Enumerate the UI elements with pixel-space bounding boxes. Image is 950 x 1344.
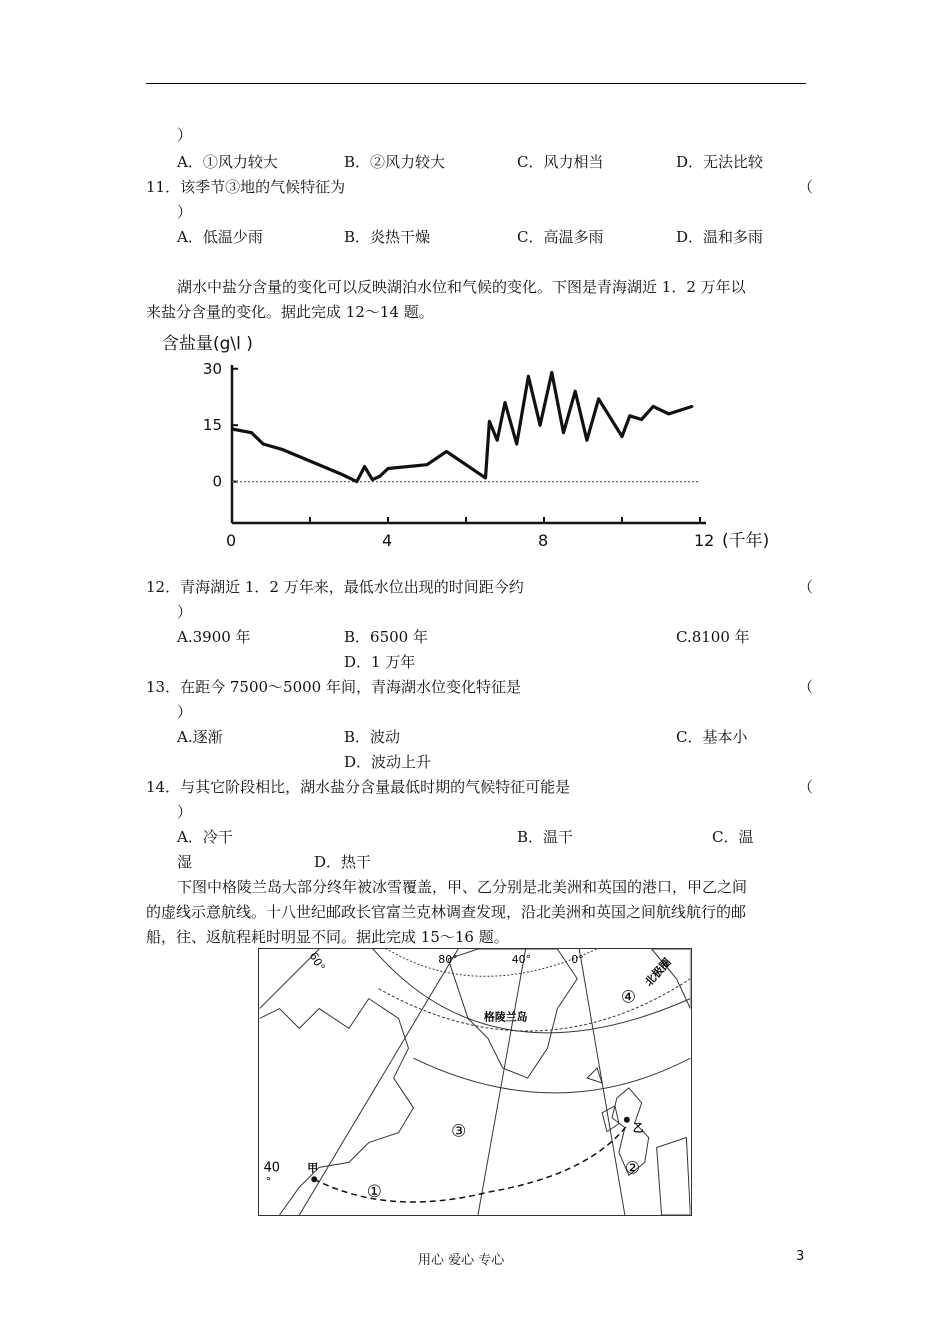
q12-option-d: D．1 万年: [344, 653, 416, 671]
chart-data-point: [609, 416, 611, 418]
q13-option-d: D．波动上升: [344, 753, 432, 771]
chart-data-point: [652, 405, 654, 407]
q13-paren-close: ）: [177, 703, 193, 721]
q14-option-a: A．冷干: [177, 828, 233, 846]
chart-data-point: [282, 448, 284, 450]
chart-data-point: [504, 401, 506, 403]
chart-data-point: [363, 465, 365, 467]
q10-option-d: D．无法比较: [676, 153, 764, 171]
chart-data-point: [586, 439, 588, 441]
q11-stem: 11．该季节③地的气候特征为: [146, 178, 346, 196]
q11-paren-open: （: [798, 178, 814, 196]
chart-x-tick-label: 4: [382, 531, 393, 550]
chart-data-point: [640, 418, 642, 420]
latitude-40-label: 40: [263, 1160, 280, 1176]
arctic-circle-arc: [379, 979, 691, 1031]
q12-paren-open: （: [798, 578, 814, 596]
shipping-route: [314, 1126, 627, 1202]
meridian-40: [478, 949, 526, 1215]
q11-option-a: A．低温少雨: [177, 228, 263, 246]
header-rule: [146, 83, 806, 84]
q14-paren-open: （: [798, 778, 814, 796]
q10-paren-close: ）: [177, 126, 193, 144]
q10-option-b: B．②风力较大: [344, 153, 446, 171]
chart-data-point: [231, 428, 233, 430]
chart-data-point: [340, 473, 342, 475]
chart-data-point: [426, 463, 428, 465]
chart-data-point: [496, 439, 498, 441]
chart-data-point: [539, 424, 541, 426]
q10-option-a: A．①风力较大: [177, 153, 278, 171]
q12-stem: 12．青海湖近 1．2 万年来，最低水位出现的时间距今约: [146, 578, 524, 596]
chart-y-tick-label: 15: [202, 416, 222, 435]
q12-option-b: B．6500 年: [344, 628, 428, 646]
q14-option-c: C．温: [712, 828, 754, 846]
q11-option-d: D．温和多雨: [676, 228, 764, 246]
port-yi-label: 乙: [632, 1121, 644, 1135]
chart-data-point: [445, 450, 447, 452]
intro-15-16-line1: 下图中格陵兰岛大部分终年被冰雪覆盖，甲、乙分别是北美洲和英国的港口，甲乙之间: [177, 878, 748, 896]
north-america-coast: [260, 999, 414, 1215]
page-number: 3: [796, 1249, 805, 1264]
chart-data-point: [387, 467, 389, 469]
ireland-coast: [602, 1106, 619, 1132]
q10-option-c: C．风力相当: [517, 153, 604, 171]
chart-data-point: [691, 405, 693, 407]
intro-15-16-line3: 船，往、返航程耗时明显不同。据此完成 15～16 题。: [146, 928, 509, 946]
chart-y-tick-label: 30: [202, 359, 222, 378]
footer-slogan: 用心 爱心 专心: [418, 1253, 505, 1268]
q13-option-c: C．基本小: [676, 728, 748, 746]
chart-x-tick-label: 8: [538, 531, 549, 550]
marker-3: ③: [451, 1120, 467, 1141]
latitude-40-degree: °: [265, 1175, 272, 1189]
q14-option-d: D．热干: [314, 853, 372, 871]
chart-x-tick-label: 0: [226, 531, 237, 550]
chart-data-point: [262, 443, 264, 445]
q14-option-b: B．温干: [517, 828, 574, 846]
port-yi-dot: [624, 1117, 630, 1123]
q12-paren-close: ）: [177, 603, 193, 621]
chart-data-point: [484, 477, 486, 479]
chart-data-point: [597, 398, 599, 400]
marker-4: ④: [620, 986, 637, 1007]
meridian-80-label: 80°: [438, 952, 458, 966]
latitude-60-label: 60°: [306, 949, 328, 974]
arctic-circle-label: 北极圈: [642, 955, 674, 989]
q13-paren-open: （: [798, 678, 814, 696]
chart-data-point: [250, 432, 252, 434]
chart-data-point: [488, 420, 490, 422]
chart-data-point: [356, 480, 358, 482]
chart-data-point: [574, 390, 576, 392]
q11-option-c: C．高温多雨: [517, 228, 604, 246]
chart-data-point: [516, 443, 518, 445]
marker-2: ②: [624, 1157, 640, 1178]
intro-15-16-line2: 的虚线示意航线。十八世纪邮政长官富兰克林调查发现，沿北美洲和英国之间航线航行的邮: [146, 903, 747, 921]
chart-x-tick-label: 12: [694, 531, 715, 550]
marker-1: ①: [366, 1181, 382, 1202]
q11-option-b: B．炎热干燥: [344, 228, 431, 246]
q11-paren-close: ）: [177, 203, 193, 221]
chart-data-point: [527, 375, 529, 377]
chart-data-point: [668, 413, 670, 415]
q12-option-a: A.3900 年: [177, 628, 251, 646]
intro-12-14-line1: 湖水中盐分含量的变化可以反映湖泊水位和气候的变化。下图是青海湖近 1．2 万年以: [177, 278, 746, 296]
latitude-50-arc: [413, 1058, 690, 1093]
chart-data-point: [562, 432, 564, 434]
chart-data-point: [621, 435, 623, 437]
q12-option-c: C.8100 年: [676, 628, 750, 646]
chart-data-point: [629, 415, 631, 417]
q13-option-b: B．波动: [344, 728, 401, 746]
port-jia-label: 甲: [307, 1161, 319, 1175]
port-jia-dot: [311, 1176, 317, 1182]
chart-data-point: [371, 479, 373, 481]
q14-stem: 14．与其它阶段相比，湖水盐分含量最低时期的气候特征可能是: [146, 778, 571, 796]
salinity-chart: [150, 325, 810, 560]
intro-12-14-line2: 来盐分含量的变化。据此完成 12～14 题。: [146, 303, 434, 321]
meridian-40-label: 40°: [511, 952, 532, 966]
q13-stem: 13．在距今 7500～5000 年间，青海湖水位变化特征是: [146, 678, 521, 696]
chart-y-tick-label: 0: [212, 472, 222, 491]
chart-data-point: [551, 371, 553, 373]
north-atlantic-map: [258, 948, 692, 1216]
greenland-label: 格陵兰岛: [483, 1010, 528, 1024]
chart-xlabel: (千年): [722, 531, 770, 551]
q14-paren-close: ）: [177, 803, 193, 821]
q13-option-a: A.逐渐: [177, 728, 223, 746]
q14-option-c-wrap: 湿: [177, 853, 193, 871]
chart-data-point: [379, 475, 381, 477]
chart-ylabel: 含盐量(g\l ): [162, 334, 253, 354]
chart-series-line: [232, 373, 692, 482]
europe-coast: [657, 1138, 691, 1215]
meridian-0-label: 0°: [571, 952, 584, 966]
